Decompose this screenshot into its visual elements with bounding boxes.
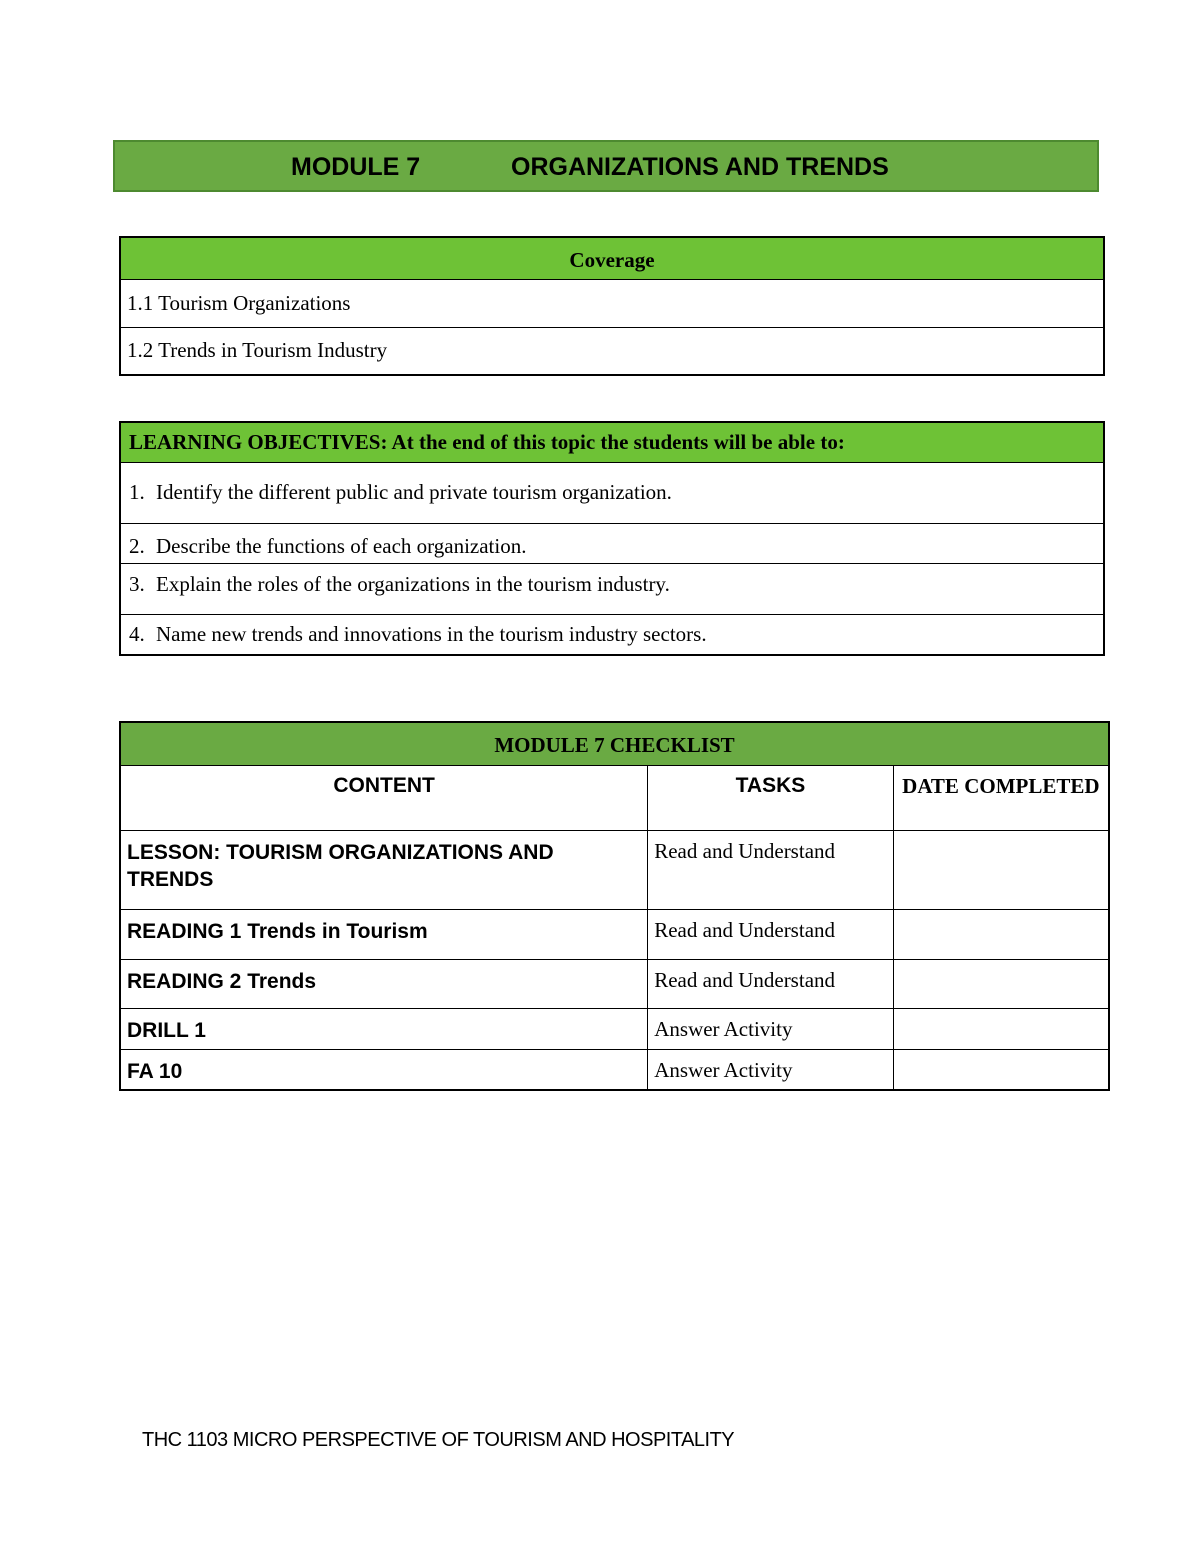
table-row	[120, 909, 1109, 959]
column-header-content: CONTENT	[120, 765, 648, 830]
learning-objectives-table	[119, 421, 1105, 656]
column-header-tasks: TASKS	[648, 765, 893, 830]
objective-number: 3.	[129, 571, 145, 596]
module-checklist-table	[119, 721, 1110, 1091]
objective-number: 4.	[129, 621, 145, 646]
coverage-table	[119, 236, 1105, 376]
date-completed-cell[interactable]	[893, 830, 1109, 909]
content-cell: LESSON: TOURISM ORGANIZATIONS AND TRENDS	[120, 830, 648, 909]
table-row	[120, 1049, 1109, 1090]
module-title-banner	[113, 140, 1099, 192]
objective-item	[120, 614, 1104, 655]
objectives-header: LEARNING OBJECTIVES: At the end of this topic the students will be able to:	[120, 422, 1104, 462]
objective-text: Describe the functions of each organization.	[156, 533, 527, 558]
coverage-item: 1.2 Trends in Tourism Industry	[120, 327, 1104, 375]
objective-text: Name new trends and innovations in the tourism industry sectors.	[156, 621, 707, 646]
column-header-date-completed: DATE COMPLETED	[893, 765, 1109, 830]
content-cell: READING 1 Trends in Tourism	[120, 909, 648, 959]
objective-item	[120, 462, 1104, 523]
date-completed-cell[interactable]	[893, 909, 1109, 959]
task-cell: Read and Understand	[648, 959, 893, 1008]
objective-text: Identify the different public and private tourism organization.	[156, 480, 672, 504]
module-title: ORGANIZATIONS AND TRENDS	[511, 153, 889, 181]
content-cell: FA 10	[120, 1049, 648, 1090]
task-cell: Answer Activity	[648, 1008, 893, 1049]
page-footer: THC 1103 MICRO PERSPECTIVE OF TOURISM AND HOSPITALITY	[142, 1429, 735, 1451]
task-cell: Read and Understand	[648, 830, 893, 909]
objective-number: 1.	[129, 480, 145, 504]
date-completed-cell[interactable]	[893, 1008, 1109, 1049]
task-cell: Read and Understand	[648, 909, 893, 959]
task-cell: Answer Activity	[648, 1049, 893, 1090]
table-row	[120, 830, 1109, 909]
content-cell: READING 2 Trends	[120, 959, 648, 1008]
objective-text: Explain the roles of the organizations in the tourism industry.	[156, 571, 670, 596]
coverage-header: Coverage	[120, 237, 1104, 279]
table-row	[120, 959, 1109, 1008]
module-number: MODULE 7	[291, 153, 421, 181]
date-completed-cell[interactable]	[893, 959, 1109, 1008]
table-row	[120, 1008, 1109, 1049]
date-completed-cell[interactable]	[893, 1049, 1109, 1090]
objective-item	[120, 523, 1104, 563]
content-cell: DRILL 1	[120, 1008, 648, 1049]
coverage-item: 1.1 Tourism Organizations	[120, 279, 1104, 327]
checklist-header: MODULE 7 CHECKLIST	[120, 722, 1109, 765]
objective-item	[120, 563, 1104, 614]
objective-number: 2.	[129, 533, 145, 558]
